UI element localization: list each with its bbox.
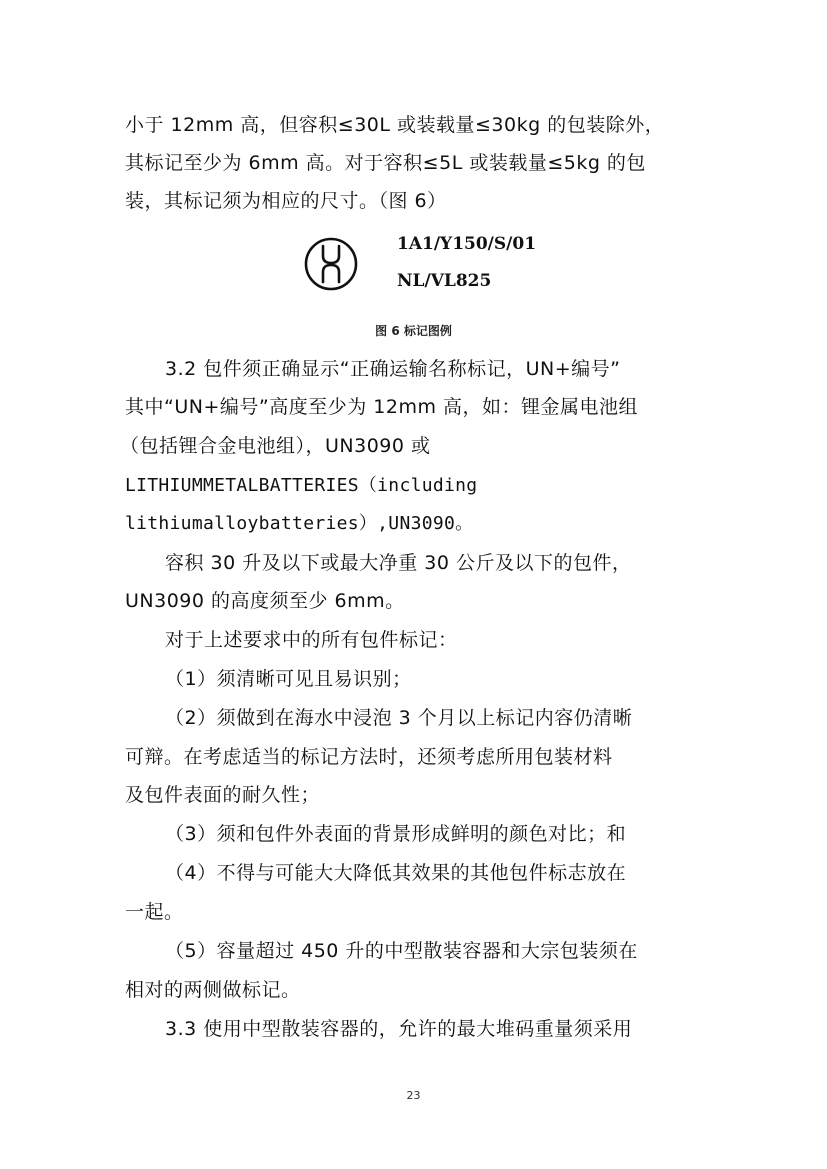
text-line: lithiumalloybatteries）,UN3090。 bbox=[125, 513, 474, 534]
un-packaging-symbol-icon bbox=[303, 236, 359, 292]
text-line: 3.2 包件须正确显示“正确运输名称标记，UN+编号” bbox=[165, 358, 621, 380]
text-line: 装，其标记须为相应的尺寸。（图 6） bbox=[125, 190, 447, 212]
text-line: 对于上述要求中的所有包件标记： bbox=[165, 629, 458, 651]
text-line: 及包件表面的耐久性； bbox=[125, 784, 321, 806]
marking-code-line-1: 1A1/Y150/S/01 bbox=[397, 234, 537, 254]
text-line: 其标记至少为 6mm 高。对于容积≤5L 或装载量≤5kg 的包 bbox=[125, 152, 646, 174]
text-line: （4）不得与可能大大降低其效果的其他包件标志放在 bbox=[165, 862, 627, 884]
page-number: 23 bbox=[406, 1089, 421, 1102]
marking-figure bbox=[300, 230, 540, 305]
text-line: （3）须和包件外表面的背景形成鲜明的颜色对比；和 bbox=[165, 823, 627, 845]
text-line: UN3090 的高度须至少 6mm。 bbox=[125, 590, 405, 612]
text-line: 相对的两侧做标记。 bbox=[125, 979, 301, 1001]
text-line: 可辩。在考虑适当的标记方法时，还须考虑所用包装材料 bbox=[125, 746, 613, 768]
marking-code-line-2: NL/VL825 bbox=[397, 271, 492, 291]
figure-caption: 图 6 标记图例 bbox=[375, 324, 452, 338]
text-line: 一起。 bbox=[125, 901, 184, 923]
text-line: 其中“UN+编号”高度至少为 12mm 高，如：锂金属电池组 bbox=[125, 396, 638, 418]
text-line: （5）容量超过 450 升的中型散装容器和大宗包装须在 bbox=[165, 940, 638, 962]
text-line: LITHIUMMETALBATTERIES（including bbox=[125, 475, 478, 496]
text-line: （包括锂合金电池组），UN3090 或 bbox=[120, 435, 431, 457]
text-line: 3.3 使用中型散装容器的，允许的最大堆码重量须采用 bbox=[165, 1018, 633, 1040]
text-line: （1）须清晰可见且易识别； bbox=[165, 668, 412, 690]
text-line: 小于 12mm 高，但容积≤30L 或装载量≤30kg 的包装除外， bbox=[125, 114, 665, 136]
text-line: （2）须做到在海水中浸泡 3 个月以上标记内容仍清晰 bbox=[165, 707, 633, 729]
text-line: 容积 30 升及以下或最大净重 30 公斤及以下的包件， bbox=[165, 552, 632, 574]
